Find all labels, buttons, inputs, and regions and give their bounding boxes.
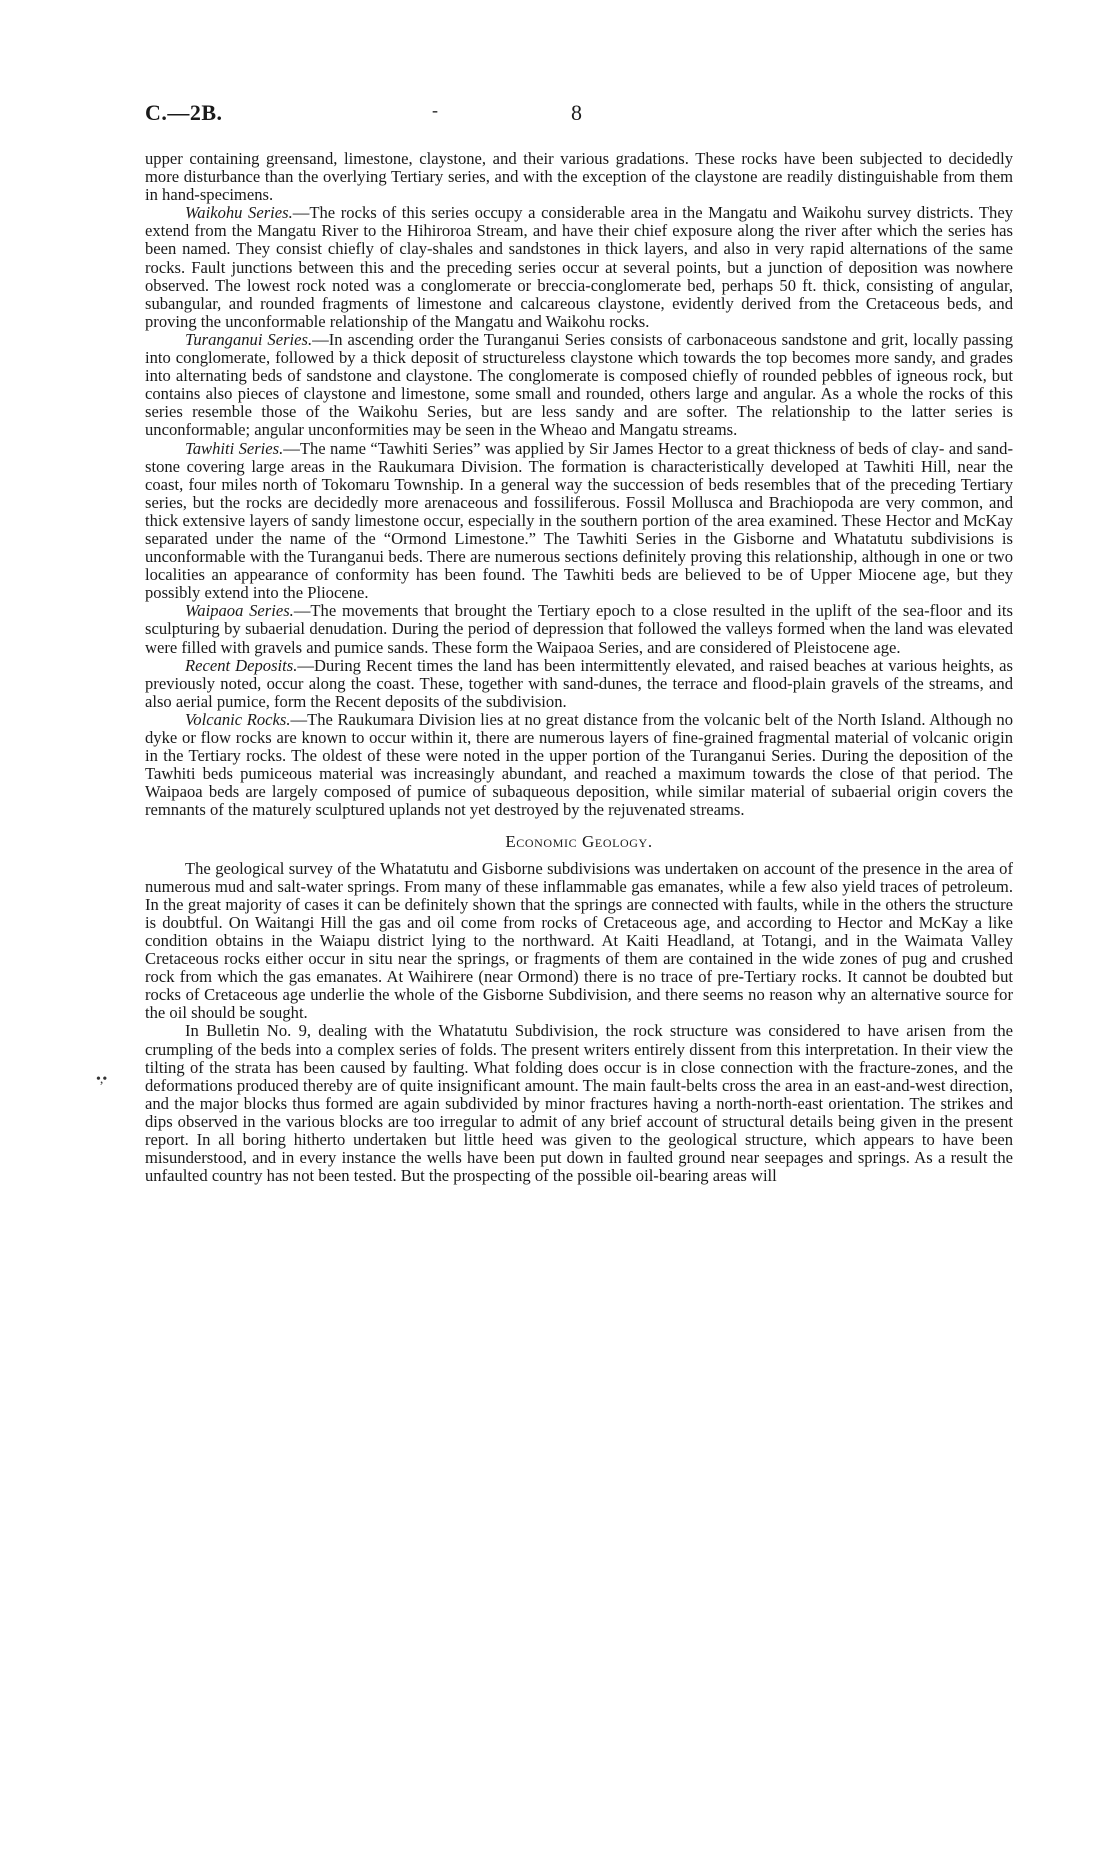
- paragraph-lead: Tawhiti Series.: [185, 438, 284, 458]
- paragraph-lead: Waikohu Series.: [185, 203, 293, 223]
- paragraph-text: —In ascending order the Turanganui Series consists of carbonaceous sandstone and grit, locally passing into conglomerate, followed by a thick deposit of structureless claystone which towards the top becomes more sandy, and grades into alternating beds of sandstone and claystone. The conglomerate is composed chiefly of rounded pebbles of igneous rock, but contains also pieces of claystone and limestone, some small and rounded, others large and angular. As a whole the rocks of this series resemble those of the Waikohu Series, but are less sandy and are softer. The relationship to the latter series is unconformable; angular unconformities may be seen in the Wheao and Mangatu streams.: [145, 329, 1013, 440]
- paragraph-economic-2: [145, 1022, 1013, 1185]
- paragraph-text: —The name “Tawhiti Series” was applied by Sir James Hector to a great thickness of beds of clay- and sand-stone covering large areas in the Raukumara Division. The formation is characteristically developed at Tawhiti Hill, near the coast, four miles north of Tokomaru Township. In a general way the succession of beds resembles that of the preceding Tertiary series, but the rocks are decidedly more arenaceous and fossiliferous. Fossil Mollusca and Brachiopoda are very common, and thick extensive layers of sandy limestone occur, especially in the southern portion of the area examined. These Hector and McKay separated under the name of the “Ormond Limestone.” The Tawhiti Series in the Gisborne and Whatatutu subdivisions is unconformable with the Turanganui beds. There are numerous sections definitely proving this relationship, although in one or two localities an appearance of conformity has been found. The Tawhiti beds are believed to be of Upper Miocene age, but they possibly extend into the Pliocene.: [145, 438, 1014, 603]
- header-dash: -: [432, 100, 438, 120]
- document-reference: C.—2B.: [145, 100, 223, 125]
- paragraph-volcanic-rocks: [145, 711, 1013, 820]
- paragraph-text: In Bulletin No. 9, dealing with the Whatatutu Subdivision, the rock structure was considered to have arisen from the crumpling of the beds into a complex series of folds. The present writers entirely dissent from this interpretation. In their view the tilting of the strata has been caused by faulting. What folding does occur is in close connection with the fracture-zones, and the deformations produced thereby are of quite insignificant amount. The main fault-belts cross the area in an east-and-west direction, and the major blocks thus formed are again subdivided by minor fractures having a north-north-east orientation. The strikes and dips observed in the various blocks are too irregular to admit of any brief account of structural details being given in the present report. In all boring hitherto undertaken but little heed was given to the geological structure, which appears to have been misunderstood, and in every instance the wells have been put down in faulted ground near seepages and springs. As a result the unfaulted country has not been tested. But the prospecting of the possible oil-bearing areas will: [145, 1021, 1013, 1186]
- paragraph-text: —During Recent times the land has been intermittently elevated, and raised beaches at various heights, as previously noted, occur along the coast. These, together with sand-dunes, the terrace and flood-plain gravels of the streams, and also aerial pumice, form the Recent deposits of the subdivision.: [145, 655, 1013, 711]
- paragraph-turanganui-series: [145, 331, 1013, 440]
- paragraph-lead: Volcanic Rocks.: [185, 709, 291, 729]
- page-number: 8: [571, 100, 582, 125]
- paragraph-economic-1: [145, 860, 1013, 1023]
- paragraph-tawhiti-series: [145, 440, 1013, 603]
- margin-mark: •,•: [96, 1072, 107, 1087]
- paragraph-recent-deposits: [145, 657, 1013, 711]
- body-text: [145, 150, 1013, 1185]
- paragraph-text: —The Raukumara Division lies at no great distance from the volcanic belt of the North Island. Although no dyke or flow rocks are known to occur within it, there are numerous layers of fine-grained fragmental material of volcanic origin in the Tertiary rocks. The oldest of these were noted in the upper portion of the Turanganui Series. During the deposition of the Tawhiti beds pumiceous material was increasingly abundant, and reached a maximum towards the close of that period. The Waipaoa beds are largely composed of pumice of subaqueous deposition, while similar material of subaerial origin covers the remnants of the maturely sculptured uplands not yet destroyed by the rejuvenated streams.: [145, 709, 1014, 820]
- section-heading: Economic Geology.: [505, 832, 653, 852]
- paragraph-waipaoa-series: [145, 602, 1013, 656]
- paragraph: [145, 150, 1013, 204]
- paragraph-lead: Recent Deposits.: [185, 655, 298, 675]
- paragraph-text: —The movements that brought the Tertiary epoch to a close resulted in the uplift of the sea-floor and its sculpturing by subaerial denudation. During the period of depression that followed the valleys formed when the land was elevated were filled with gravels and pumice sands. These form the Waipaoa Series, and are considered of Pleistocene age.: [145, 601, 1013, 657]
- paragraph-lead: Waipaoa Series.: [185, 601, 294, 621]
- page-header: [145, 100, 1013, 134]
- paragraph-text: upper containing greensand, limestone, claystone, and their various gradations. These rocks have been subjected to decidedly more disturbance than the overlying Tertiary series, and with the exception of the claystone are readily distinguishable from them in hand-specimens.: [145, 149, 1013, 205]
- paragraph-waikohu-series: [145, 204, 1013, 331]
- paragraph-text: The geological survey of the Whatatutu and Gisborne subdivisions was undertaken on account of the presence in the area of numerous mud and salt-water springs. From many of these inflammable gas emanates, while a few also yield traces of petroleum. In the great majority of cases it can be definitely shown that the springs are connected with faults, while in the others the structure is doubtful. On Waitangi Hill the gas and oil come from rocks of Cretaceous age, and according to Hector and McKay a like condition obtains in the Waiapu district lying to the northward. At Kaiti Headland, at Totangi, and in the Waimata Valley Cretaceous rocks either occur in situ near the springs, or fragments of them are contained in the wide zones of pug and crushed rock from which the gas emanates. At Waihirere (near Ormond) there is no trace of pre-Tertiary rocks. It cannot be doubted but rocks of Cretaceous age underlie the whole of the Gisborne Subdivision, and there seems no reason why an alternative source for the oil should be sought.: [145, 858, 1013, 1023]
- paragraph-text: —The rocks of this series occupy a considerable area in the Mangatu and Waikohu survey districts. They extend from the Mangatu River to the Hihiroroa Stream, and have their chief exposure along the river after which the series has been named. They consist chiefly of clay-shales and sandstones in thick layers, and also in very rapid alternations of the same rocks. Fault junctions between this and the preceding series occur at several points, but a junction of deposition was nowhere observed. The lowest rock noted was a conglomerate or breccia-conglomerate bed, perhaps 50 ft. thick, consisting of angular, subangular, and rounded fragments of limestone and calcareous claystone, evidently derived from the Cretaceous beds, and proving the unconformable relationship of the Mangatu and Waikohu rocks.: [145, 203, 1014, 331]
- paragraph-lead: Turanganui Series.: [185, 329, 313, 349]
